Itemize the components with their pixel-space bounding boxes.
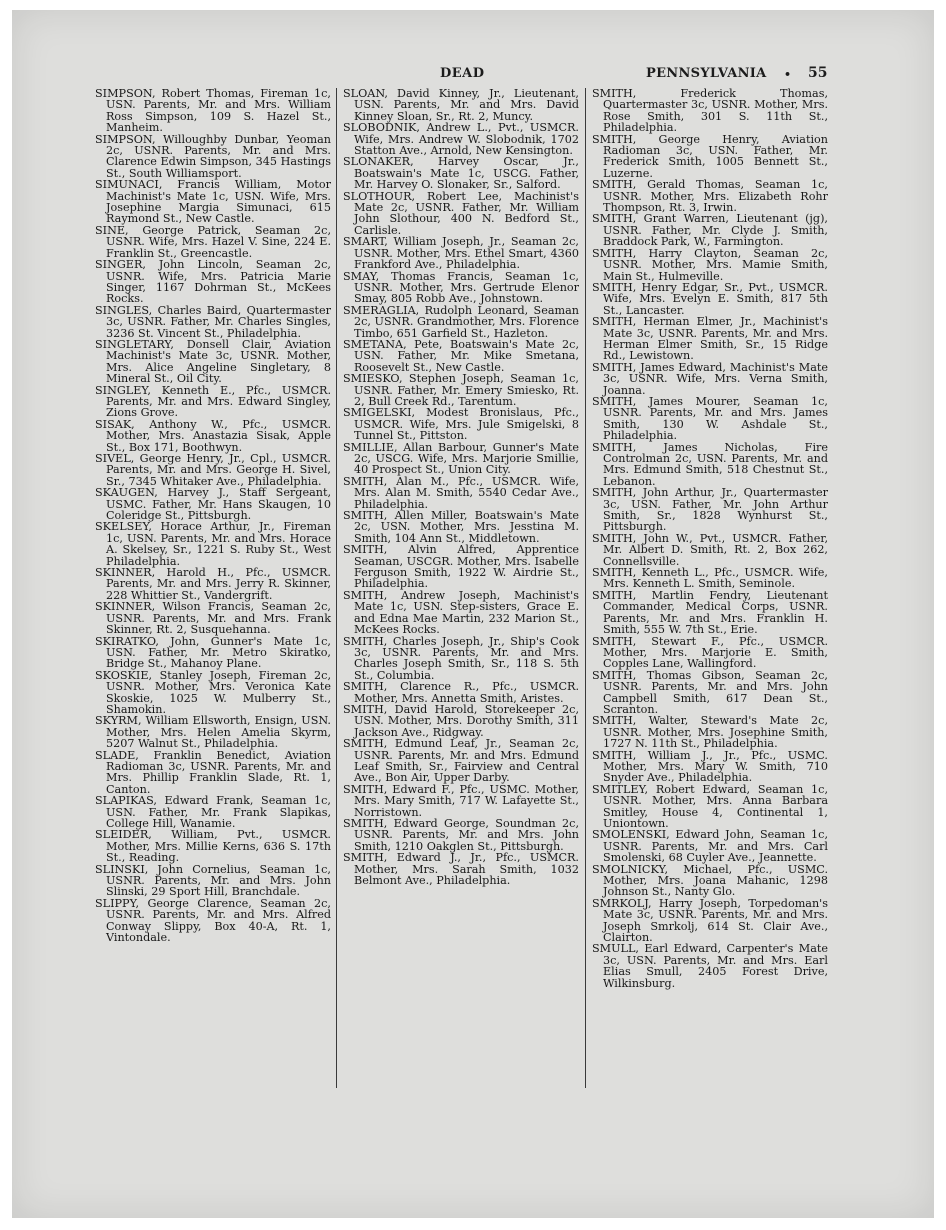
casualty-entry: SKYRM, William Ellsworth, Ensign, USN. Mother, Mrs. Helen Amelia Skyrm, 5207 Walnut St., Philadelphia. <box>95 714 331 751</box>
casualty-entry: SMITH, David Harold, Storekeeper 2c, USN. Mother, Mrs. Dorothy Smith, 311 Jackson Ave., Ridgway. <box>343 702 579 739</box>
casualty-entry: SINGER, John Lincoln, Seaman 2c, USNR. Wife, Mrs. Patricia Marie Singer, 1167 Dohrman St., McKees Rocks. <box>95 258 331 306</box>
casualty-entry: SMITH, James Edward, Machinist's Mate 3c, USNR. Wife, Mrs. Verna Smith, Joanna. <box>592 360 828 397</box>
casualty-entry: SMETANA, Pete, Boatswain's Mate 2c, USN. Father, Mr. Mike Smetana, Roosevelt St., New Castle. <box>343 337 579 374</box>
casualty-entry: SMITH, Edward J., Jr., Pfc., USMCR. Mother, Mrs. Sarah Smith, 1032 Belmont Ave., Philadelphia. <box>343 851 579 888</box>
casualty-entry: SMITH, Kenneth L., Pfc., USMCR. Wife, Mrs. Kenneth L. Smith, Seminole. <box>592 566 828 591</box>
casualty-entry: SIVEL, George Henry, Jr., Cpl., USMCR. Parents, Mr. and Mrs. George H. Sivel, Sr., 7345 Whitaker Ave., Philadelphia. <box>95 452 331 488</box>
casualty-entry: SLONAKER, Harvey Oscar, Jr., Boatswain's Mate 1c, USCG. Father, Mr. Harvey O. Slonaker, Sr., Salford. <box>343 155 579 192</box>
casualty-entry: SMITH, Alvin Alfred, Apprentice Seaman, USCGR. Mother, Mrs. Isabelle Ferguson Smith, 1922 W. Airdrie St., Philadelphia. <box>343 543 579 591</box>
casualty-entry: SINGLEY, Kenneth E., Pfc., USMCR. Parents, Mr. and Mrs. Edward Singley, Zions Grove. <box>95 383 331 420</box>
casualty-entry: SMITH, Charles Joseph, Jr., Ship's Cook 3c, USNR. Parents, Mr. and Mrs. Charles Joseph Smith, Sr., 118 S. 5th St., Columbia. <box>343 634 579 682</box>
casualty-entry: SMAY, Thomas Francis, Seaman 1c, USNR. Mother, Mrs. Gertrude Elenor Smay, 805 Robb Ave., Johnstown. <box>343 269 579 306</box>
casualty-entry: SMITH, Edward F., Pfc., USMC. Mother, Mrs. Mary Smith, 717 W. Lafayette St., Norristown. <box>343 782 579 819</box>
casualty-entry: SKELSEY, Horace Arthur, Jr., Fireman 1c, USN. Parents, Mr. and Mrs. Horace A. Skelsey, Sr., 1221 S. Ruby St., West Philadelphia. <box>95 520 331 568</box>
section-title: DEAD <box>440 66 485 81</box>
casualty-entry: SKOSKIE, Stanley Joseph, Fireman 2c, USNR. Mother, Mrs. Veronica Kate Skoskie, 1025 W. Mulberry St., Shamokin. <box>95 668 331 716</box>
casualty-entry: SKIRATKO, John, Gunner's Mate 1c, USN. Father, Mr. Metro Skiratko, Bridge St., Mahanoy Plane. <box>95 634 331 671</box>
casualty-entry: SMRKOLJ, Harry Joseph, Torpedoman's Mate 3c, USNR. Parents, Mr. and Mrs. Joseph Smrkolj, 614 St. Clair Ave., Clairton. <box>592 896 828 945</box>
casualty-entry: SMART, William Joseph, Jr., Seaman 2c, USNR. Mother, Mrs. Ethel Smart, 4360 Frankford Ave., Philadelphia. <box>343 235 579 272</box>
casualty-entry: SMIGELSKI, Modest Bronislaus, Pfc., USMCR. Wife, Mrs. Jule Smigelski, 8 Tunnel St., Pittston. <box>343 406 579 443</box>
casualty-entry: SMITH, Harry Clayton, Seaman 2c, USNR. Mother, Mrs. Mamie Smith, Main St., Hulmeville. <box>592 246 828 283</box>
casualty-entry: SMITH, Herman Elmer, Jr., Machinist's Mate 3c, USNR. Parents, Mr. and Mrs. Herman Elmer Smith, Sr., 15 Ridge Rd., Lewistown. <box>592 315 828 363</box>
casualty-entry: SMITH, Andrew Joseph, Machinist's Mate 1c, USN. Step-sisters, Grace E. and Edna Mae Martin, 232 Marion St., McKees Rocks. <box>343 588 579 637</box>
column-divider <box>336 88 337 1088</box>
casualty-entry: SLINSKI, John Cornelius, Seaman 1c, USNR. Parents, Mr. and Mrs. John Slinski, 29 Sport Hill, Branchdale. <box>95 862 331 899</box>
casualty-entry: SLOAN, David Kinney, Jr., Lieutenant, USN. Parents, Mr. and Mrs. David Kinney Sloan, Sr., Rt. 2, Muncy. <box>343 87 579 123</box>
casualty-entry: SKINNER, Wilson Francis, Seaman 2c, USNR. Parents, Mr. and Mrs. Frank Skinner, Rt. 2, Susquehanna. <box>95 600 331 637</box>
casualty-entry: SLOTHOUR, Robert Lee, Machinist's Mate 2c, USNR. Father, Mr. William John Slothour, 400 N. Bedford St., Carlisle. <box>343 189 579 237</box>
casualty-entry: SLAPIKAS, Edward Frank, Seaman 1c, USN. Father, Mr. Frank Slapikas, College Hill, Wanamie. <box>95 794 331 830</box>
casualty-entry: SMIESKO, Stephen Joseph, Seaman 1c, USNR. Father, Mr. Emery Smiesko, Rt. 2, Bull Creek Rd., Tarentum. <box>343 372 579 408</box>
casualty-entry: SMITH, Stewart F., Pfc., USMCR. Mother, Mrs. Marjorie E. Smith, Copples Lane, Wallingford. <box>592 634 828 671</box>
casualty-entry: SINE, George Patrick, Seaman 2c, USNR. Wife, Mrs. Hazel V. Sine, 224 E. Franklin St., Greencastle. <box>95 223 331 260</box>
casualty-entry: SLOBODNIK, Andrew L., Pvt., USMCR. Wife, Mrs. Andrew W. Slobodnik, 1702 Statton Ave., Arnold, New Kensington. <box>343 121 579 158</box>
casualty-entry: SMITH, George Henry, Aviation Radioman 3c, USN. Father, Mr. Frederick Smith, 1005 Bennett St., Luzerne. <box>592 132 828 180</box>
casualty-entry: SMITH, John W., Pvt., USMCR. Father, Mr. Albert D. Smith, Rt. 2, Box 262, Connellsville. <box>592 531 828 568</box>
casualty-entry: SMULL, Earl Edward, Carpenter's Mate 3c, USN. Parents, Mr. and Mrs. Earl Elias Smull, 2405 Forest Drive, Wilkinsburg. <box>592 942 828 990</box>
casualty-entry: SLADE, Franklin Benedict, Aviation Radioman 3c, USNR. Parents, Mr. and Mrs. Phillip Franklin Slade, Rt. 1, Canton. <box>95 748 331 796</box>
casualty-entry: SMITH, William J., Jr., Pfc., USMC. Mother, Mrs. Mary W. Smith, 710 Snyder Ave., Philadelphia. <box>592 748 828 785</box>
casualty-entry: SMITH, James Nicholas, Fire Controlman 2c, USN. Parents, Mr. and Mrs. Edmund Smith, 518 Chestnut St., Lebanon. <box>592 440 828 488</box>
casualty-entry: SIMUNACI, Francis William, Motor Machinist's Mate 1c, USN. Wife, Mrs. Josephine Margia Simunaci, 615 Raymond St., New Castle. <box>95 178 331 226</box>
column-divider <box>585 88 586 1088</box>
casualty-entry: SMITH, Henry Edgar, Sr., Pvt., USMCR. Wife, Mrs. Evelyn E. Smith, 817 5th St., Lancaster. <box>592 280 828 317</box>
casualty-entry: SMERAGLIA, Rudolph Leonard, Seaman 2c, USNR. Grandmother, Mrs. Florence Timbo, 651 Garfield St., Hazleton. <box>343 303 579 340</box>
casualty-entry: SMITH, Gerald Thomas, Seaman 1c, USNR. Mother, Mrs. Elizabeth Rohr Thompson, Rt. 3, Irwin. <box>592 178 828 215</box>
casualty-entry: SMOLENSKI, Edward John, Seaman 1c, USNR. Parents, Mr. and Mrs. Carl Smolenski, 68 Cuyler Ave., Jeannette. <box>592 828 828 865</box>
casualty-entry: SIMPSON, Robert Thomas, Fireman 1c, USN. Parents, Mr. and Mrs. William Ross Simpson, 109 S. Hazel St., Manheim. <box>95 87 331 135</box>
column-2 <box>343 88 579 886</box>
column-3 <box>592 88 828 989</box>
casualty-entry: SMOLNICKY, Michael, Pfc., USMC. Mother, Mrs. Joana Mahanic, 1298 Johnson St., Nanty Glo. <box>592 862 828 899</box>
casualty-entry: SMITH, Edmund Leaf, Jr., Seaman 2c, USNR. Parents, Mr. and Mrs. Edmund Leaf Smith, Sr., Fairview and Central Ave., Bon Air, Upper Darby. <box>343 737 579 785</box>
casualty-entry: SMITH, Allen Miller, Boatswain's Mate 2c, USN. Mother, Mrs. Jesstina M. Smith, 104 Ann St., Middletown. <box>343 509 579 545</box>
casualty-entry: SMITLEY, Robert Edward, Seaman 1c, USNR. Mother, Mrs. Anna Barbara Smitley, House 4, Continental 1, Uniontown. <box>592 782 828 830</box>
column-1 <box>95 88 331 943</box>
header-bullet: • <box>784 68 792 81</box>
casualty-entry: SMITH, Martlin Fendry, Lieutenant Commander, Medical Corps, USNR. Parents, Mr. and Mrs. Franklin H. Smith, 555 W. 7th St., Erie. <box>592 588 828 637</box>
document-page <box>12 10 934 1218</box>
casualty-entry: SINGLES, Charles Baird, Quartermaster 3c, USNR. Father, Mr. Charles Singles, 3236 St. Vincent St., Philadelphia. <box>95 303 331 340</box>
casualty-entry: SMITH, Edward George, Soundman 2c, USNR. Parents, Mr. and Mrs. John Smith, 1210 Oakglen St., Pittsburgh. <box>343 817 579 853</box>
casualty-entry: SKAUGEN, Harvey J., Staff Sergeant, USMC. Father, Mr. Hans Skaugen, 10 Coleridge St., Pittsburgh. <box>95 486 331 523</box>
casualty-entry: SMITH, Clarence R., Pfc., USMCR. Mother, Mrs. Annetta Smith, Aristes. <box>343 680 579 705</box>
state-title: PENNSYLVANIA <box>646 66 767 81</box>
casualty-entry: SMITH, Frederick Thomas, Quartermaster 3c, USNR. Mother, Mrs. Rose Smith, 301 S. 11th St., Philadelphia. <box>592 87 828 135</box>
casualty-entry: SKINNER, Harold H., Pfc., USMCR. Parents, Mr. and Mrs. Jerry R. Skinner, 228 Whittier St., Vandergrift. <box>95 566 331 602</box>
casualty-entry: SMITH, Walter, Steward's Mate 2c, USNR. Mother, Mrs. Josephine Smith, 1727 N. 11th St., Philadelphia. <box>592 714 828 751</box>
casualty-entry: SMITH, James Mourer, Seaman 1c, USNR. Parents, Mr. and Mrs. James Smith, 130 W. Ashdale St., Philadelphia. <box>592 394 828 443</box>
page-number: 55 <box>808 65 828 81</box>
casualty-entry: SISAK, Anthony W., Pfc., USMCR. Mother, Mrs. Anastazia Sisak, Apple St., Box 171, Boothwyn. <box>95 417 331 454</box>
casualty-entry: SLEIDER, William, Pvt., USMCR. Mother, Mrs. Millie Kerns, 636 S. 17th St., Reading. <box>95 828 331 865</box>
casualty-entry: SMITH, Alan M., Pfc., USMCR. Wife, Mrs. Alan M. Smith, 5540 Cedar Ave., Philadelphia. <box>343 474 579 511</box>
casualty-entry: SMITH, Grant Warren, Lieutenant (jg), USNR. Father, Mr. Clyde J. Smith, Braddock Park, W., Farmington. <box>592 212 828 249</box>
casualty-entry: SINGLETARY, Donsell Clair, Aviation Machinist's Mate 3c, USNR. Mother, Mrs. Alice Angeline Singletary, 8 Mineral St., Oil City. <box>95 337 331 386</box>
casualty-entry: SMITH, John Arthur, Jr., Quartermaster 3c, USN. Father, Mr. John Arthur Smith, Sr., 1828 Wynhurst St., Pittsburgh. <box>592 486 828 534</box>
casualty-entry: SIMPSON, Willoughby Dunbar, Yeoman 2c, USNR. Parents, Mr. and Mrs. Clarence Edwin Simpson, 345 Hastings St., South Williamsport. <box>95 132 331 180</box>
casualty-entry: SMITH, Thomas Gibson, Seaman 2c, USNR. Parents, Mr. and Mrs. John Campbell Smith, 617 Dean St., Scranton. <box>592 668 828 716</box>
casualty-entry: SMILLIE, Allan Barbour, Gunner's Mate 2c, USCG. Wife, Mrs. Marjorie Smillie, 40 Prospect St., Union City. <box>343 440 579 477</box>
casualty-entry: SLIPPY, George Clarence, Seaman 2c, USNR. Parents, Mr. and Mrs. Alfred Conway Slippy, Box 40-A, Rt. 1, Vintondale. <box>95 896 331 945</box>
